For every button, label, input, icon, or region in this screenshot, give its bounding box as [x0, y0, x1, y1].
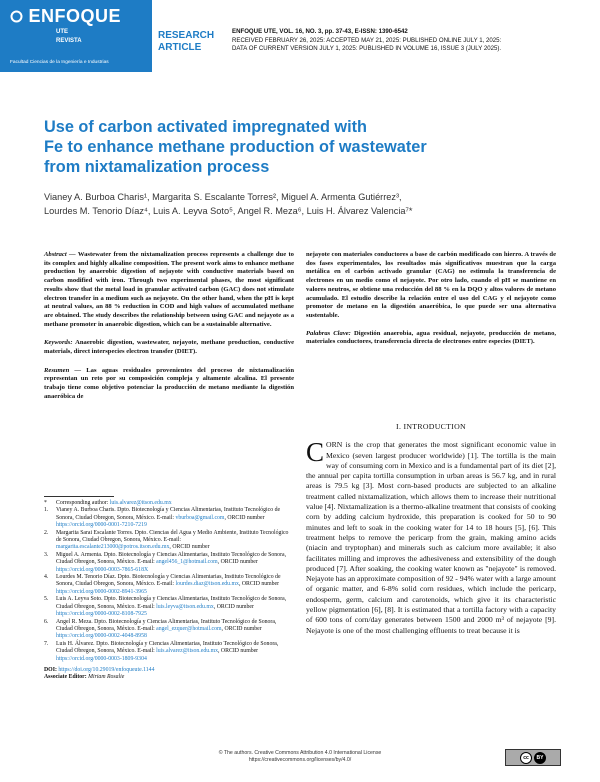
footnote-email-link[interactable]: margarita.escalante213000@potros.itson.edu.mx — [56, 544, 170, 551]
orcid-label: ORCID number — [220, 559, 258, 566]
keywords-text: Anaerobic digestion, wastewater, nejayote, methane production, conductive materials, direct interspecies electron transfer (DIET). — [44, 339, 294, 356]
title-line1: Use of carbon activated impregnated with — [44, 118, 367, 136]
palabras-clave-label: Palabras Clave: — [306, 329, 351, 337]
footnote-body: Luis A. Leyva Soto. Dpto. Biotecnología y Ciencias Alimentarias, Instituto Tecnológico de Sonora, Ciudad Obregon, Sonora, México. E-mail: — [56, 596, 287, 610]
orcid-link[interactable]: https://orcid.org/0000-0002-8108-7925 — [56, 611, 147, 618]
doi-label: DOI: — [44, 666, 59, 673]
journal-info-line3: DATA OF CURRENT VERSION JULY 1, 2025: PUBLISHED IN VOLUME 16, ISSUE 3 (JULY 2025). — [232, 45, 502, 52]
orcid-link[interactable]: https://orcid.org/0000-0001-7210-7219 — [56, 522, 147, 529]
footnote-number: 6. — [44, 618, 49, 625]
logo-sub-revista: REVISTA — [56, 38, 82, 44]
cc-icon: cc — [520, 752, 532, 764]
footnote-item — [44, 619, 294, 641]
abstract-label: Abstract — — [44, 251, 76, 258]
paper-title — [44, 117, 564, 177]
journal-logo — [10, 6, 121, 27]
footnote-item — [44, 574, 294, 596]
title-line2: Fe to enhance methane production of wastewater — [44, 138, 427, 156]
logo-sub-ute: UTE — [56, 29, 68, 35]
footnote-body: Vianey A. Burboa Charis. Dpto. Biotecnología y Ciencias Alimentarias, Instituto Tecnológico de Sonora, Ciudad Obregon, Sonora, México. E-mail: — [56, 507, 281, 521]
first-word-rest: ORN — [326, 440, 343, 450]
associate-editor-label: Associate Editor: — [44, 674, 89, 681]
footnote-body: Miguel A. Armenta. Dpto. Biotecnología y Ciencias Alimentarias, Instituto Tecnológico de Sonora, Ciudad Obregon, Sonora, México. E-mail: — [56, 551, 287, 566]
introduction-column — [306, 422, 556, 642]
orcid-link[interactable]: https://orcid.org/0000-0003-7865-618X — [56, 566, 149, 573]
orcid-label: ORCID number — [241, 581, 280, 588]
introduction-body: is the crop that generates the most significant economic value in Mexico (seven largest producer worldwide) [1]. The tortilla is the main way of consuming corn in Mexico and is a fundamental part of its diet [2], the annual per capita tortilla consumption in urban areas is 56.7 kg, and in rural areas is 79.5 kg [3]. Most corn-based products are subjected to an alkaline treatment called nixtamalization, which allows them to increase their nutritional value [4]. Nixtamalization is a thermo-alkaline treatment that consists of cooking corn by adding calcium hydroxide, this preparation is cooked for 50 to 90 minutes and left to soak in the cooking water for 14 to 18 hours [5], [6]. This treatment helps to remove the pericarp from the grain, making amino acids (niacin and tryptophan) and minerals such as calcium more available; it also facilitates milling and improves the adhesiveness and extensibility of the dough produced [7]. After soaking, the cooking water known as "nejayote" is removed. Nejayote has an approximate composition of 92 - 94% water with a large amount of organic matter, and 6-8% solid corn residues, which include the pericarp, endosperm, germ, calcium and carotenoids, which give it its characteristic yellow pigmentation [6], [8]. It is estimated that a tortilla factory with a capacity of 600 tons of corn/day generates between 1500 and 2000 m³ of nejayote [9]. Nejayote is one of the most challenging effluents to treat because it is — [306, 440, 556, 635]
orcid-label: ORCID number — [224, 625, 262, 632]
resumen-label: Resumen — — [44, 366, 82, 374]
journal-info-line2: RECEIVED FEBRUARY 26, 2025: ACCEPTED MAY 21, 2025: PUBLISHED ONLINE JULY 1, 2025: — [232, 36, 502, 44]
footnote-number: 5. — [44, 596, 49, 603]
keywords-label: Keywords: — [44, 339, 73, 347]
doi-line — [44, 667, 294, 674]
footnote-text: Luis A. Leyva Soto. Dpto. Biotecnología y Ciencias Alimentarias, Instituto Tecnológico de Sonora, Ciudad Obregon, Sonora, México. E-mail: luis.leyva@itson.edu.mx, ORCID number https://orcid.org/0000-0002-8108-7925 — [56, 596, 287, 618]
footnote-text: Angel R. Meza. Dpto. Biotecnología y Ciencias Alimentarias, Instituto Tecnológico de Sonora, Ciudad Obregon, Sonora, México. E-mail: angel_ezquer@hotmail.com, ORCID number https://orcid.org/0000-0002-4048-8958 — [56, 618, 277, 640]
author-list — [44, 190, 564, 218]
footnote-text: Lourdes M. Tenorio Díaz. Dpto. Biotecnología y Ciencias Alimentarias, Instituto Tecnológico de Sonora, Ciudad Obregon, Sonora, México. E-mail: lourdes.diaz@itson.edu.mx, ORCID number https://orcid.org/0000-0002-8941-3965 — [56, 574, 281, 595]
orcid-label: ORCID number — [216, 603, 254, 610]
by-icon: BY — [534, 752, 546, 764]
footnote-body: Lourdes M. Tenorio Díaz. Dpto. Biotecnología y Ciencias Alimentarias, Instituto Tecnológico de Sonora, Ciudad Obregon, Sonora, México. E-mail: — [56, 574, 281, 588]
associate-editor — [44, 674, 294, 681]
orcid-label: ORCID number — [172, 544, 210, 551]
abstract-text: Wastewater from the nixtamalization process represents a challenge due to its complex and highly alkaline composition. The present work aims to enhance methane production by anaerobic digestion of nejayote with conductive materials based on carbon modified with iron. Through two experimental phases, the most significant results show that the metal load in granular activated carbon (GAC) does not stimulate electron transfer in a medium such as nejayote. On the other hand, when the pH is kept at neutral values, an 88 % reduction in COD and high values of accumulated methane are obtained. The study describes the relationship between using GAC and nejayote as a methane promoter in anaerobic digestion, which can be a sustainable alternative. — [44, 251, 294, 328]
article-type-line2: ARTICLE — [158, 42, 202, 53]
footnote-body: Margarita Sarai Escalante Torres. Dpto. Ciencias del Agua y Medio Ambiente, Instituto Tecnológico de Sonora, Ciudad Obregon, Sonora, México. E-mail: — [56, 529, 289, 544]
footnote-email-link[interactable]: vburboa@gmail.com — [175, 514, 225, 521]
footnote-text: Miguel A. Armenta. Dpto. Biotecnología y Ciencias Alimentarias, Instituto Tecnológico de Sonora, Ciudad Obregon, Sonora, México. E-mail: angel456_1@hotmail.com, ORCID number https://orcid.org/0000-0003-7865-618X — [56, 551, 287, 573]
orcid-label: ORCID number — [227, 514, 265, 521]
footnote-email-link[interactable]: lourdes.diaz@itson.edu.mx — [175, 581, 239, 588]
drop-cap: C — [306, 437, 325, 468]
left-column — [44, 251, 294, 408]
journal-logo-banner — [0, 0, 152, 72]
article-type-line1: RESEARCH — [158, 30, 215, 41]
associate-editor-name: Miriam Rosalie — [88, 674, 125, 681]
footnote-item — [44, 641, 294, 663]
footnote-number: 4. — [44, 574, 49, 581]
footnote-email-link[interactable]: luis.leyva@itson.edu.mx — [156, 603, 214, 610]
footnote-divider — [44, 496, 114, 497]
authors-line1: Vianey A. Burboa Charis¹, Margarita S. Escalante Torres², Miguel A. Armenta Gutiérrez³, — [44, 192, 402, 202]
doi-link[interactable]: https://doi.org/10.29019/enfoqueute.1144 — [58, 666, 155, 673]
keywords — [44, 339, 294, 356]
footnote-body: Angel R. Meza. Dpto. Biotecnología y Ciencias Alimentarias, Instituto Tecnológico de Sonora, Ciudad Obregon, Sonora, México. E-mail: — [56, 618, 277, 632]
footnote-email-link[interactable]: luis.alvarez@itson.edu.mx — [156, 648, 218, 655]
resumen-continued: nejayote con materiales conductores a base de carbón modificado con hierro. A través de dos fases experimentales, los resultados más significativos muestran que la carga metálica en el carbón activado granular (CAG) no estimula la transferencia de electrones en un medio como el nejayote. Por otro lado, cuando el pH se mantiene en valores neutros, se obtiene una reducción del 88 % en la DQO y altos valores de metano acumulado. El estudio describe la relación entre el uso del CAG y el nejayote como promotor de metano en la digestión anaeróbica, lo que puede ser una alternativa sustentable. — [306, 251, 556, 319]
footnote-number: 1. — [44, 507, 49, 514]
section-heading: I. INTRODUCTION — [396, 422, 466, 431]
footnote-item — [44, 530, 294, 552]
footnote-number: 7. — [44, 640, 49, 647]
resumen — [44, 367, 294, 402]
orcid-label: ORCID number — [220, 648, 259, 655]
footnote-email-link[interactable]: angel456_1@hotmail.com — [156, 559, 218, 566]
footnote-number: 3. — [44, 551, 49, 558]
license-url[interactable]: https://creativecommons.org/licenses/by/4.0/ — [248, 757, 352, 763]
footnote-body: Corresponding author: — [56, 500, 110, 506]
introduction-text — [306, 437, 556, 636]
footnote-email-link[interactable]: angel_ezquer@hotmail.com — [156, 625, 222, 632]
orcid-link[interactable]: https://orcid.org/0000-0003-1809-9304 — [56, 655, 147, 662]
title-line3: from nixtamalization process — [44, 158, 270, 176]
footnote-list — [44, 500, 294, 663]
abstract — [44, 251, 294, 329]
orcid-link[interactable]: https://orcid.org/0000-0002-8941-3965 — [56, 588, 147, 595]
footnote-text: Luis H. Álvarez. Dpto. Biotecnología y Ciencias Alimentarias, Instituto Tecnológico de Sonora, Ciudad Obregon, Sonora, México. E-mail: luis.alvarez@itson.edu.mx, ORCID number https://orcid.org/0000-0003-1809-9304 — [56, 640, 279, 662]
footnote-number: 2. — [44, 529, 49, 536]
orcid-link[interactable]: https://orcid.org/0000-0002-4048-8958 — [56, 633, 147, 640]
article-type — [158, 30, 214, 54]
palabras-clave-text: Digestión anaerobia, agua residual, nejayote, producción de metano, materiales conductores, transferencia directa de electrones entre especies (DIET). — [306, 329, 557, 346]
journal-info-line1: ENFOQUE UTE, VOL. 16, NO. 3, pp. 37-43, E-ISSN: 1390-6542 — [232, 28, 408, 35]
footnote-text — [56, 500, 294, 507]
right-column — [306, 251, 556, 353]
footnote-item — [44, 507, 294, 529]
journal-logo-name: ENFOQUE — [28, 6, 122, 26]
footnote-item — [44, 596, 294, 618]
footnote-body: Luis H. Álvarez. Dpto. Biotecnología y Ciencias Alimentarias, Instituto Tecnológico de Sonora, Ciudad Obregon, Sonora, México. E-mail: — [56, 640, 279, 655]
footnote-text: Margarita Sarai Escalante Torres. Dpto. Ciencias del Agua y Medio Ambiente, Instituto Tecnológico de Sonora, Ciudad Obregon, Sonora, México. E-mail: margarita.escalante213000@potros.itson.edu.mx, ORCID number — [56, 529, 289, 551]
logo-ring-icon — [10, 10, 23, 23]
footnote-item — [44, 500, 294, 507]
footnote-item — [44, 552, 294, 574]
resumen-text: Las aguas residuales provenientes del proceso de nixtamalización representan un reto por su composición compleja y altamente alcalina. El presente trabajo tiene como objetivo potenciar la producción de metano mediante la digestión anaeróbica de — [44, 366, 294, 400]
journal-info — [232, 28, 596, 54]
footnote-text: Vianey A. Burboa Charis. Dpto. Biotecnología y Ciencias Alimentarias, Instituto Tecnológico de Sonora, Ciudad Obregon, Sonora, México. E-mail: vburboa@gmail.com, ORCID number https://orcid.org/0000-0001-7210-7219 — [56, 507, 281, 529]
footnote-email-link[interactable]: luis.alvarez@itson.edu.mx — [109, 500, 172, 506]
footnotes — [44, 496, 294, 682]
logo-faculty: Facultad Ciencias de la Ingeniería e Industrias — [10, 60, 109, 65]
footnote-number: * — [44, 500, 47, 506]
cc-by-badge[interactable] — [505, 749, 561, 766]
palabras-clave — [306, 330, 556, 347]
authors-line2: Lourdes M. Tenorio Díaz⁴, Luis A. Leyva Soto⁵, Angel R. Meza⁶, Luis H. Álvarez Valencia⁷* — [44, 206, 413, 216]
license-line: © The authors. Creative Commons Attribution 4.0 International License — [218, 750, 382, 756]
